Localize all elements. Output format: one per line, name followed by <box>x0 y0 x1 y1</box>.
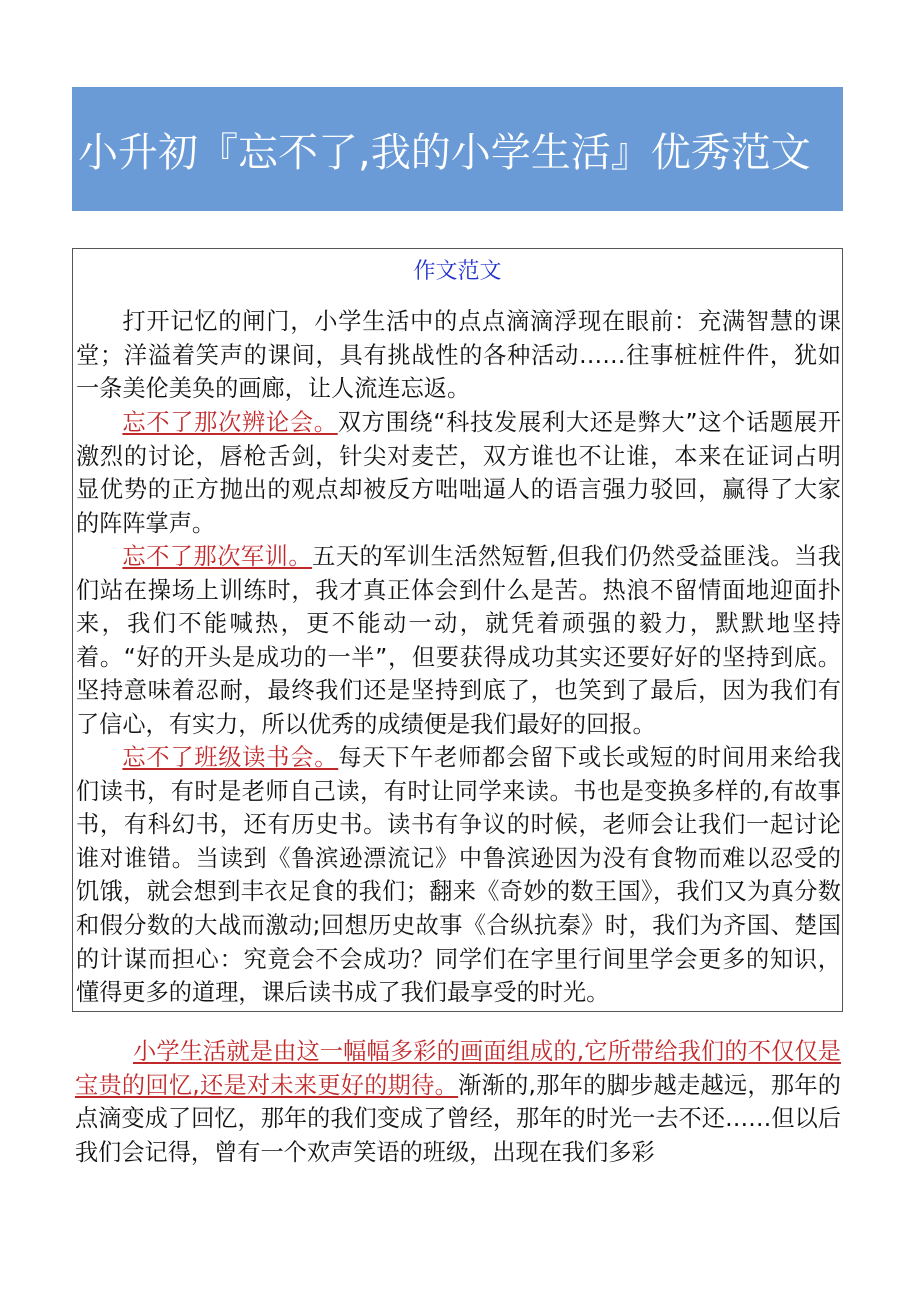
page-title: 小升初『忘不了,我的小学生活』优秀范文 <box>78 129 811 176</box>
closing-text: 渐渐的,那年的脚步越走越远，那年的点滴变成了回忆，那年的我们变成了曾经，那年的时光一去不还……但以后我们会记得，曾有一个欢声笑语的班级，出现在我们多彩 <box>75 1071 841 1166</box>
closing-highlight: 小学生活就是由这一幅幅多彩的画面组成的,它所带给我们的不仅仅是宝贵的回忆,还是对未来更好的期待。 <box>75 1038 841 1099</box>
reading-club-highlight: 忘不了班级读书会。 <box>122 744 339 771</box>
essay-box <box>72 248 843 1012</box>
paragraph-military-training <box>76 540 841 742</box>
essay-heading: 作文范文 <box>413 259 502 284</box>
paragraph-reading-club <box>76 741 841 1010</box>
paragraph-intro <box>76 305 841 406</box>
military-training-highlight: 忘不了那次军训。 <box>122 543 313 570</box>
title-banner <box>72 87 843 211</box>
paragraph-debate <box>76 406 841 540</box>
military-training-text: 五天的军训生活然短暂,但我们仍然受益匪浅。当我们站在操场上训练时，我才真正体会到什么是苦。热浪不留情面地迎面扑来，我们不能喊热，更不能动一动，就凭着顽强的毅力，默默地坚持着。“好的开头是成功的一半”，但要获得成功其实还要好好的坚持到底。坚持意味着忍耐，最终我们还是坚持到底了，也笑到了最后，因为我们有了信心，有实力，所以优秀的成绩便是我们最好的回报。 <box>76 543 842 738</box>
paragraph-intro-text: 打开记忆的闸门，小学生活中的点点滴滴浮现在眼前：充满智慧的课堂；洋溢着笑声的课间，具有挑战性的各种活动……往事桩桩件件，犹如一条美伦美奂的画廊，让人流连忘返。 <box>76 308 841 403</box>
paragraph-closing <box>75 1035 841 1169</box>
reading-club-text: 每天下午老师都会留下或长或短的时间用来给我们读书，有时是老师自己读，有时让同学来读。书也是变换多样的,有故事书，有科幻书，还有历史书。读书有争议的时候，老师会让我们一起讨论谁对谁错。当读到《鲁滨逊漂流记》中鲁滨逊因为没有食物而难以忍受的饥饿，就会想到丰衣足食的我们；翻来《奇妙的数王国》，我们又为真分数和假分数的大战而激动;回想历史故事《合纵抗秦》时，我们为齐国、楚国的计谋而担心：究竟会不会成功？同学们在字里行间里学会更多的知识，懂得更多的道理，课后读书成了我们最享受的时光。 <box>76 744 842 1007</box>
debate-highlight: 忘不了那次辨论会。 <box>122 409 338 436</box>
debate-text: 双方围绕“科技发展利大还是弊大”这个话题展开激烈的讨论，唇枪舌剑，针尖对麦芒，双方谁也不让谁，本来在证词占明显优势的正方抛出的观点却被反方咄咄逼人的语言强力驳回，赢得了大家的阵阵掌声。 <box>76 409 842 537</box>
